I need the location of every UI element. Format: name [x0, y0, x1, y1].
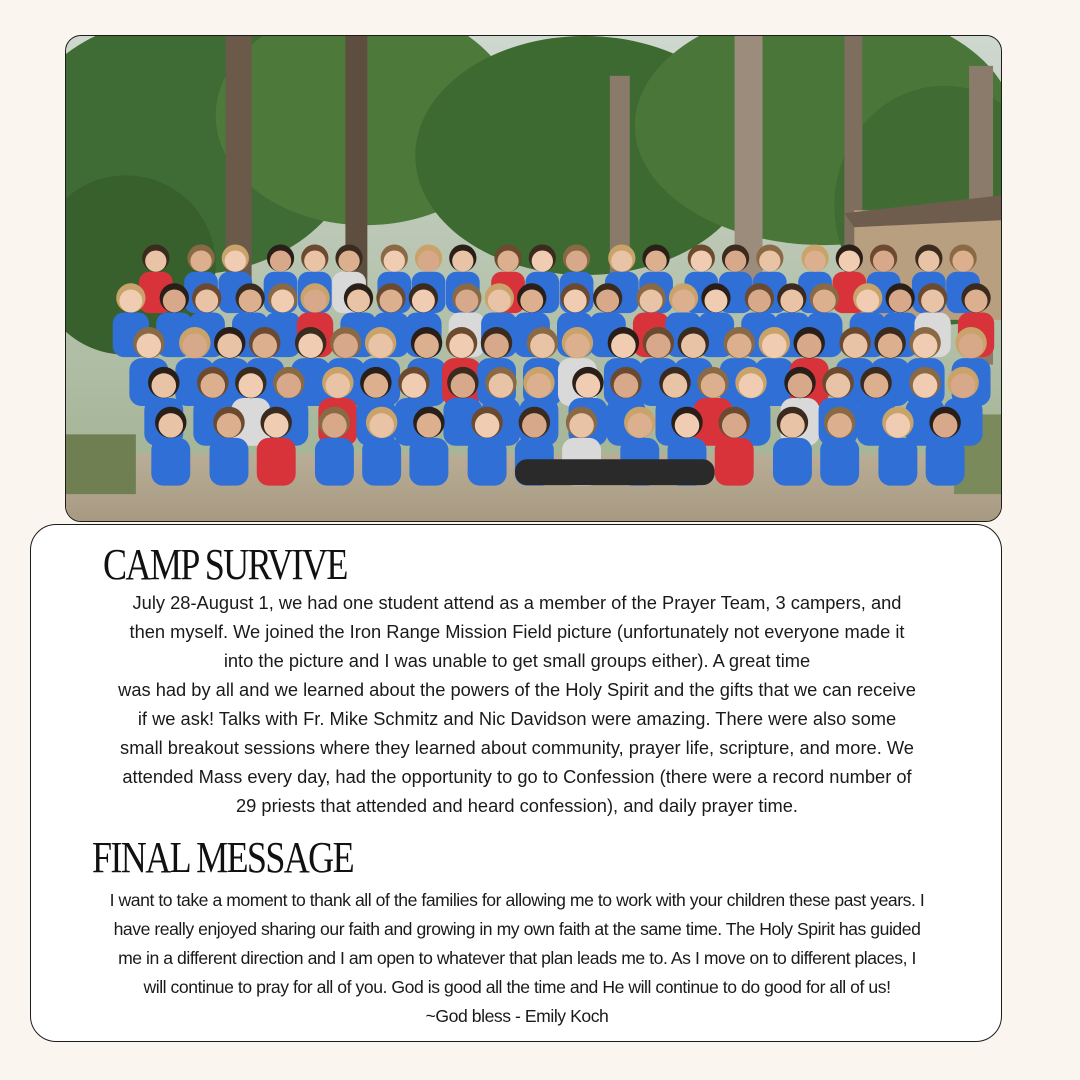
camper-face — [759, 250, 780, 271]
camper-face — [304, 289, 327, 312]
camper-face — [722, 413, 747, 437]
camper-face — [338, 250, 359, 271]
camper-face — [918, 250, 939, 271]
camper-face — [201, 373, 226, 397]
camper-face — [681, 333, 706, 357]
camper-face — [326, 373, 351, 397]
camper-face — [564, 289, 587, 312]
camper-face — [762, 333, 787, 357]
camper-face — [520, 289, 543, 312]
paragraph-line: I want to take a moment to thank all of the families for allowing me to work with your children these past years. I — [109, 890, 925, 910]
camper-face — [933, 413, 958, 437]
camper-face — [663, 373, 688, 397]
paragraph-line: small breakout sessions where they learned about community, prayer life, scripture, and more. We — [120, 737, 914, 758]
camper-face — [727, 333, 752, 357]
camper-shirt — [257, 438, 296, 486]
camper-face — [252, 333, 277, 357]
camper-face — [384, 250, 405, 271]
paragraph-line: if we ask! Talks with Fr. Mike Schmitz and Nic Davidson were amazing. There were also some — [137, 708, 897, 729]
final-message-paragraph — [45, 886, 989, 1031]
paragraph-line: will continue to pray for all of you. God is good all the time and He will continue to do good for all of us! — [143, 977, 891, 997]
camper-face — [182, 333, 207, 357]
camper-face — [951, 373, 976, 397]
camper-face — [225, 250, 246, 271]
paragraph-line: then myself. We joined the Iron Range Mission Field picture (unfortunately not everyone made it — [129, 621, 905, 642]
camper-face — [484, 333, 509, 357]
camper-shirt — [715, 438, 754, 486]
camper-face — [119, 289, 142, 312]
camper-shirt — [210, 438, 249, 486]
camper-face — [452, 250, 473, 271]
camper-face — [611, 333, 636, 357]
camper-face — [455, 289, 478, 312]
camper-face — [826, 373, 851, 397]
camper-face — [827, 413, 852, 437]
paragraph-line: into the picture and I was unable to get small groups either). A great time — [223, 650, 811, 671]
camper-face — [270, 250, 291, 271]
camper-face — [576, 373, 601, 397]
paragraph-line: 29 priests that attended and heard confession), and daily prayer time. — [236, 795, 798, 816]
camper-face — [705, 289, 728, 312]
newsletter-card — [30, 524, 1002, 1042]
camper-face — [611, 250, 632, 271]
camper-face — [614, 373, 639, 397]
camper-face — [952, 250, 973, 271]
camper-face — [839, 250, 860, 271]
camper-face — [264, 413, 289, 437]
camper-face — [217, 333, 242, 357]
paragraph-line: was had by all and we learned about the powers of the Holy Spirit and the gifts that we can receive — [118, 679, 916, 700]
camper-face — [913, 333, 938, 357]
camper-face — [569, 413, 594, 437]
camper-face — [159, 413, 184, 437]
camper-face — [780, 289, 803, 312]
camp-survive-heading: CAMP SURVIVE — [103, 540, 347, 589]
camper-face — [627, 413, 652, 437]
paragraph-line: me in a different direction and I am open to whatever that plan leads me to. As I move on to different places, I — [118, 948, 916, 968]
camper-face — [217, 413, 242, 437]
camper-face — [856, 289, 879, 312]
camper-face — [145, 250, 166, 271]
camper-face — [780, 413, 805, 437]
camper-shirt — [315, 438, 354, 486]
camper-face — [298, 333, 323, 357]
camper-shirt — [926, 438, 965, 486]
camper-face — [522, 413, 547, 437]
camper-face — [725, 250, 746, 271]
camper-face — [864, 373, 889, 397]
camper-face — [675, 413, 700, 437]
paragraph-line: have really enjoyed sharing our faith and growing in my own faith at the same time. The Holy Spirit has guided — [113, 919, 921, 939]
camper-face — [921, 289, 944, 312]
camper-face — [475, 413, 500, 437]
camper-face — [691, 250, 712, 271]
camper-face — [333, 333, 358, 357]
camper-shirt — [362, 438, 401, 486]
camper-face — [322, 413, 347, 437]
camper-face — [530, 333, 555, 357]
camper-face — [239, 373, 264, 397]
camper-face — [797, 333, 822, 357]
final-message-heading: FINAL MESSAGE — [92, 833, 354, 882]
camper-shirt — [820, 438, 859, 486]
camper-face — [368, 333, 393, 357]
camper-face — [788, 373, 813, 397]
camper-face — [488, 289, 511, 312]
camper-face — [566, 250, 587, 271]
group-photo-image — [66, 36, 1001, 521]
camper-face — [195, 289, 218, 312]
camper-face — [739, 373, 764, 397]
camper-face — [152, 373, 177, 397]
camper-shirt — [878, 438, 917, 486]
camper-shirt — [409, 438, 448, 486]
camper-face — [813, 289, 836, 312]
camper-face — [412, 289, 435, 312]
camper-face — [959, 333, 984, 357]
camper-face — [843, 333, 868, 357]
camper-shirt — [468, 438, 507, 486]
camp-survive-paragraph — [45, 588, 989, 820]
camper-face — [347, 289, 370, 312]
camper-face — [646, 333, 671, 357]
camper-face — [489, 373, 514, 397]
paragraph-line: attended Mass every day, had the opportunity to go to Confession (there were a record number of — [122, 766, 912, 787]
camper-face — [163, 289, 186, 312]
camper-face — [364, 373, 389, 397]
camper-face — [640, 289, 663, 312]
camper-face — [369, 413, 394, 437]
camper-face — [497, 250, 518, 271]
camper-face — [527, 373, 552, 397]
camper-face — [277, 373, 302, 397]
camper-face — [190, 250, 211, 271]
camper-face — [414, 333, 439, 357]
camper-face — [271, 289, 294, 312]
camper-shirt — [773, 438, 812, 486]
camper-face — [417, 413, 442, 437]
camper-face — [748, 289, 771, 312]
camper-face — [804, 250, 825, 271]
camper-face — [565, 333, 590, 357]
camper-face — [402, 373, 427, 397]
camper-face — [532, 250, 553, 271]
camper-shirt — [151, 438, 190, 486]
camper-face — [380, 289, 403, 312]
camper-face — [965, 289, 988, 312]
camper-face — [878, 333, 903, 357]
camper-face — [596, 289, 619, 312]
camper-face — [239, 289, 262, 312]
camper-face — [873, 250, 894, 271]
camper-face — [701, 373, 726, 397]
camper-face — [304, 250, 325, 271]
camper-face — [645, 250, 666, 271]
camper-face — [889, 289, 912, 312]
camper-face — [672, 289, 695, 312]
group-photo — [65, 35, 1002, 522]
camper-face — [137, 333, 162, 357]
signature-line: ~God bless - Emily Koch — [425, 1006, 609, 1026]
paragraph-line: July 28-August 1, we had one student attend as a member of the Prayer Team, 3 campers, and — [132, 592, 902, 613]
reclining-person — [515, 459, 715, 485]
camper-face — [913, 373, 938, 397]
camper-face — [451, 373, 476, 397]
camper-face — [418, 250, 439, 271]
camper-face — [886, 413, 911, 437]
camper-face — [449, 333, 474, 357]
